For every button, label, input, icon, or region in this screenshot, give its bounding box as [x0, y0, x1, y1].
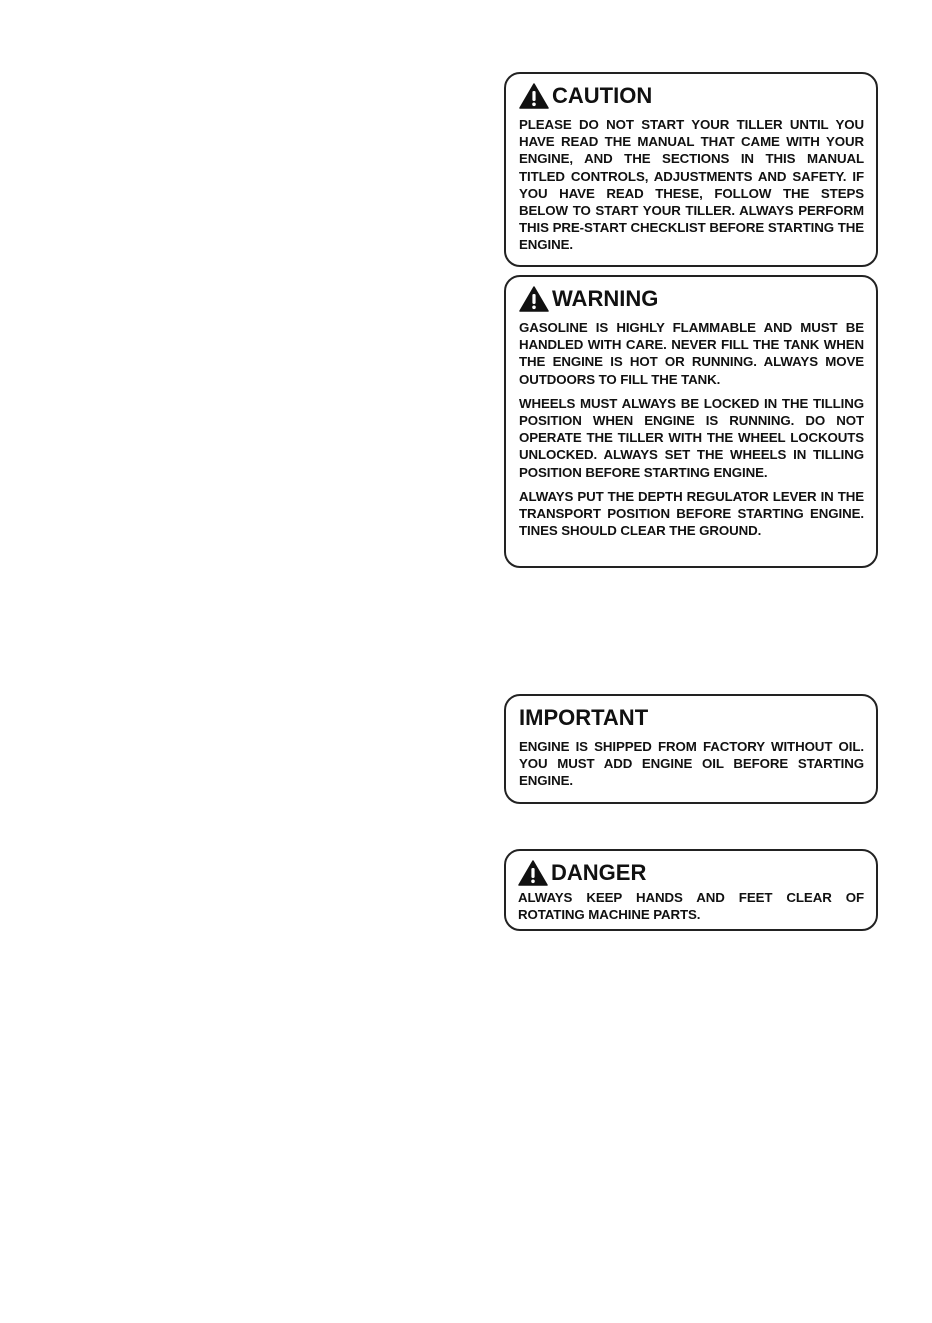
- important-text: ENGINE IS SHIPPED FROM FACTORY WITHOUT OIL. YOU MUST ADD ENGINE OIL BEFORE STARTING ENGINE.: [519, 739, 864, 789]
- warning-triangle-icon: [518, 860, 548, 886]
- warning-triangle-icon: [519, 286, 549, 312]
- warning-notice: [504, 275, 878, 568]
- important-notice: [504, 694, 878, 804]
- warning-heading: [519, 285, 864, 313]
- warning-text-wheels: WHEELS MUST ALWAYS BE LOCKED IN THE TILLING POSITION WHEN ENGINE IS RUNNING. DO NOT OPERATE THE TILLER WITH THE WHEEL LOCKOUTS UNLOCKED. ALWAYS SET THE WHEELS IN TILLING POSITION BEFORE STARTING ENGINE.: [519, 395, 864, 480]
- warning-triangle-icon: [519, 83, 549, 109]
- danger-text: ALWAYS KEEP HANDS AND FEET CLEAR OF ROTATING MACHINE PARTS.: [518, 890, 864, 923]
- warning-text-depth-regulator: ALWAYS PUT THE DEPTH REGULATOR LEVER IN THE TRANSPORT POSITION BEFORE STARTING ENGINE. TINES SHOULD CLEAR THE GROUND.: [519, 488, 864, 539]
- important-heading: [519, 704, 864, 732]
- danger-heading: [518, 859, 864, 887]
- caution-heading: [519, 82, 864, 110]
- caution-notice: [504, 72, 878, 267]
- warning-text-gasoline: GASOLINE IS HIGHLY FLAMMABLE AND MUST BE HANDLED WITH CARE. NEVER FILL THE TANK WHEN THE ENGINE IS HOT OR RUNNING. ALWAYS MOVE OUTDOORS TO FILL THE TANK.: [519, 320, 864, 387]
- caution-title: CAUTION: [552, 83, 653, 108]
- important-title: IMPORTANT: [519, 705, 649, 730]
- danger-title: DANGER: [551, 860, 647, 885]
- warning-title: WARNING: [552, 286, 659, 311]
- caution-text: PLEASE DO NOT START YOUR TILLER UNTIL YOU HAVE READ THE MANUAL THAT CAME WITH YOUR ENGINE, AND THE SECTIONS IN THIS MANUAL TITLED CONTROLS, ADJUSTMENTS AND SAFETY. IF YOU HAVE READ THESE, FOLLOW THE STEPS BELOW TO START YOUR TILLER. ALWAYS PERFORM THIS PRE-START CHECKLIST BEFORE STARTING THE ENGINE.: [519, 117, 864, 253]
- danger-notice: [504, 849, 878, 931]
